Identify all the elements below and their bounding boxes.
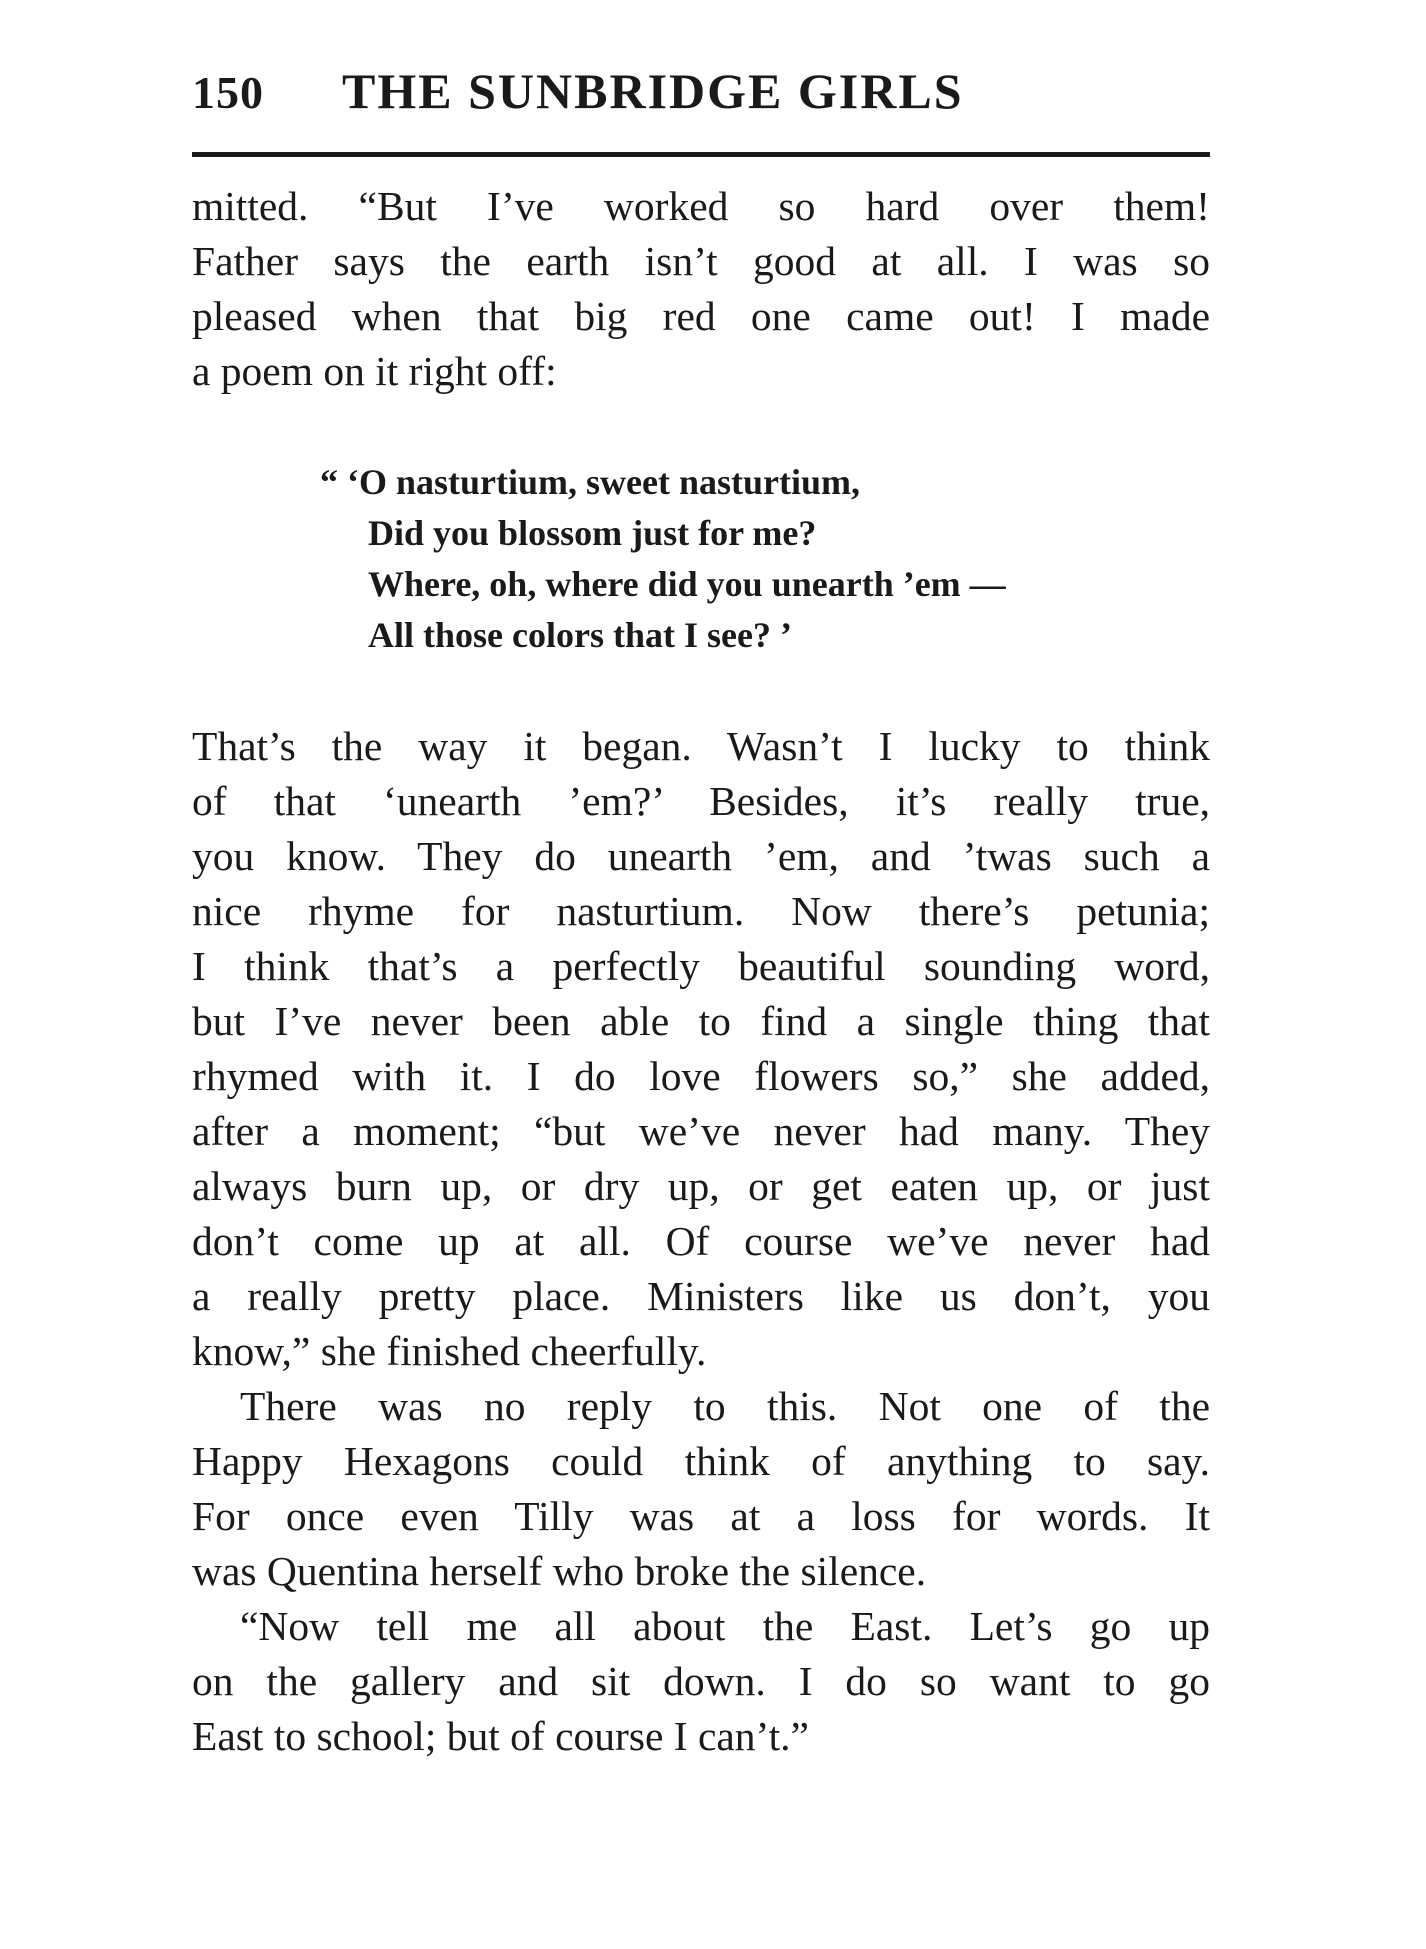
body-text <box>192 179 1210 1764</box>
header-rule <box>192 152 1210 157</box>
text-line: nice rhyme for nasturtium. Now there’s petunia; <box>192 888 1210 934</box>
running-title: THE SUNBRIDGE GIRLS <box>342 63 964 119</box>
text-line: a really pretty place. Ministers like us don’t, you <box>192 1273 1210 1319</box>
text-line: but I’ve never been able to find a single thing that <box>192 998 1210 1044</box>
text-line: on the gallery and sit down. I do so want to go <box>192 1658 1210 1704</box>
running-header <box>192 62 1210 134</box>
book-page <box>192 62 1210 1764</box>
text-line: I think that’s a perfectly beautiful sounding word, <box>192 943 1210 989</box>
opening-paragraph <box>192 179 1210 399</box>
paragraph-that-is-the-way <box>192 719 1210 1379</box>
paragraph-tell-me <box>192 1599 1210 1764</box>
text-line: don’t come up at all. Of course we’ve never had <box>192 1218 1210 1264</box>
text-line: East to school; but of course I can’t.” <box>192 1713 809 1759</box>
paragraph-no-reply <box>192 1379 1210 1599</box>
text-line: was Quentina herself who broke the silence. <box>192 1548 927 1594</box>
text-line: “Now tell me all about the East. Let’s go up <box>240 1603 1210 1649</box>
text-line: you know. They do unearth ’em, and ’twas such a <box>192 833 1210 879</box>
text-line: For once even Tilly was at a loss for words. It <box>192 1493 1210 1539</box>
text-line: There was no reply to this. Not one of the <box>240 1383 1210 1429</box>
poem-line: “ ‘O nasturtium, sweet nasturtium, <box>320 462 860 502</box>
text-line: That’s the way it began. Wasn’t I lucky to think <box>192 723 1210 769</box>
poem-line: Did you blossom just for me? <box>368 513 817 553</box>
text-line: always burn up, or dry up, or get eaten up, or just <box>192 1163 1210 1209</box>
poem-line: All those colors that I see? ’ <box>368 615 792 655</box>
page-number: 150 <box>192 67 264 118</box>
text-line: after a moment; “but we’ve never had many. They <box>192 1108 1210 1154</box>
text-line: rhymed with it. I do love flowers so,” she added, <box>192 1053 1210 1099</box>
poem-block <box>320 457 1210 661</box>
text-line: pleased when that big red one came out! I made <box>192 293 1210 339</box>
text-line: of that ‘unearth ’em?’ Besides, it’s really true, <box>192 778 1210 824</box>
text-line: mitted. “But I’ve worked so hard over them! <box>192 183 1210 229</box>
text-line: know,” she finished cheerfully. <box>192 1328 707 1374</box>
text-line: a poem on it right off: <box>192 348 557 394</box>
text-line: Father says the earth isn’t good at all. I was so <box>192 238 1210 284</box>
text-line: Happy Hexagons could think of anything to say. <box>192 1438 1210 1484</box>
poem-line: Where, oh, where did you unearth ’em — <box>368 564 1006 604</box>
